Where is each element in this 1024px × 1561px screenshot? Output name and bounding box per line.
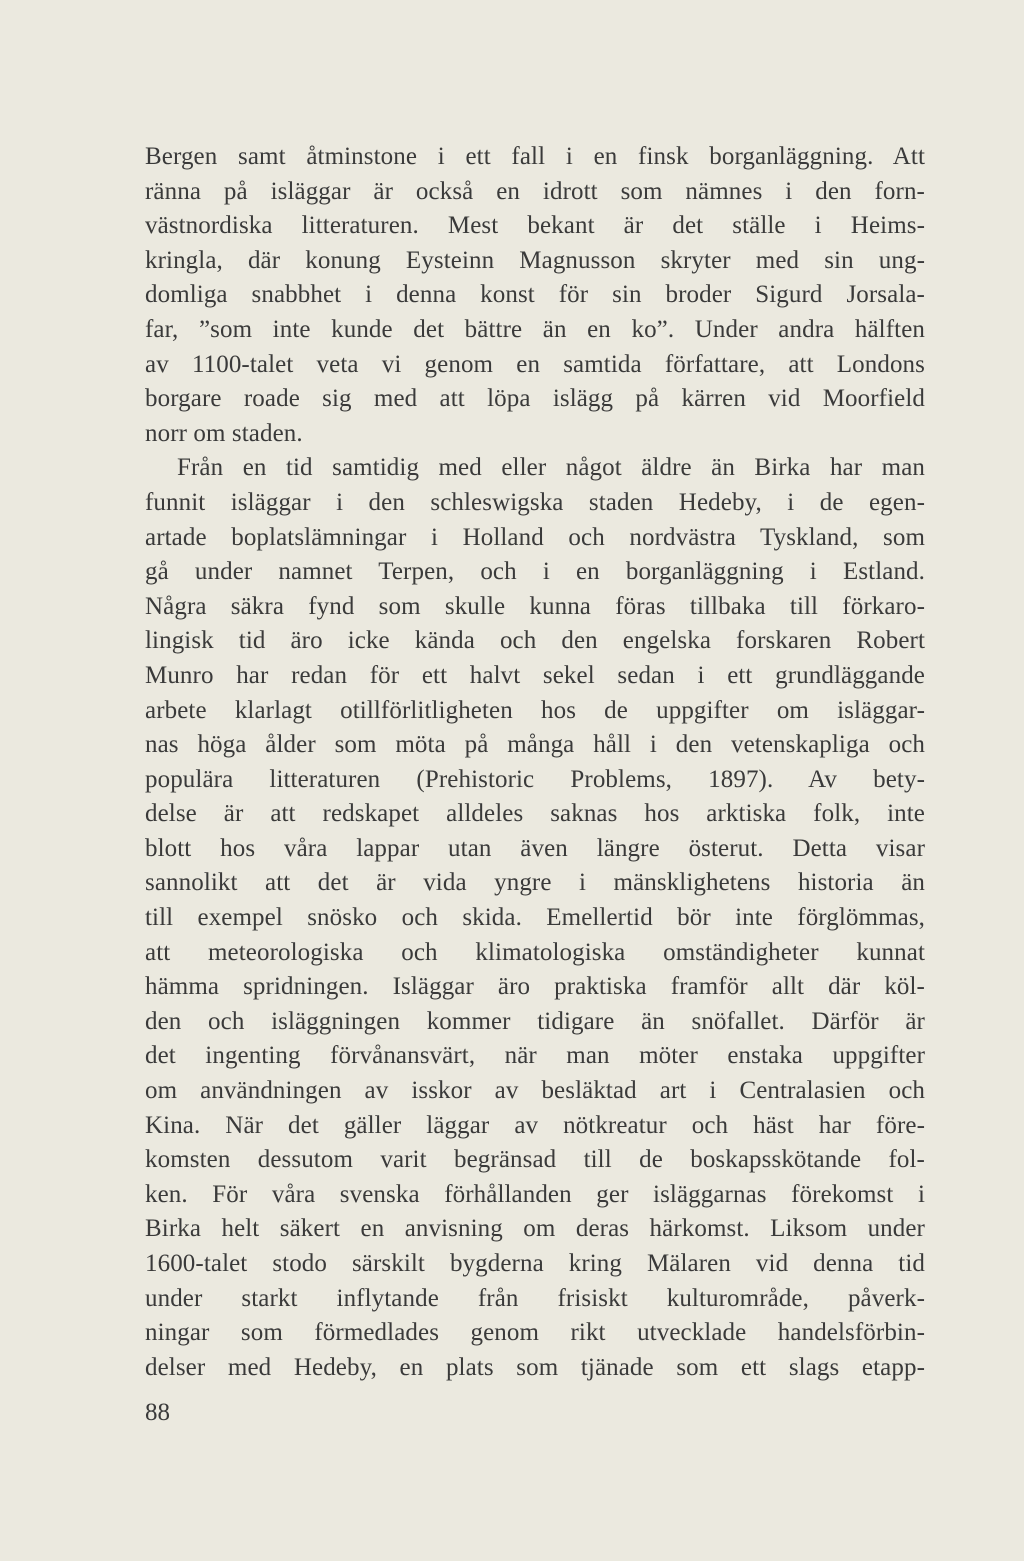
text-line: till exempel snösko och skida. Emellertid bör inte förglömmas, (145, 904, 925, 932)
text-line: hämma spridningen. Isläggar äro praktiska framför allt där köl- (145, 973, 925, 1001)
text-line: Bergen samt åtminstone i ett fall i en finsk borganläggning. Att (145, 143, 925, 170)
text-line: 1600-talet stodo särskilt bygderna kring Mälaren vid denna tid (145, 1250, 925, 1277)
text-line: blott hos våra lappar utan även längre österut. Detta visar (145, 834, 925, 862)
text-line: populära litteraturen (Prehistoric Problems, 1897). Av bety- (145, 765, 925, 793)
text-line: västnordiska litteraturen. Mest bekant är det ställe i Heims- (145, 212, 925, 240)
text-line: Några säkra fynd som skulle kunna föras tillbaka till förkaro- (145, 592, 925, 620)
text-line: det ingenting förvånansvärt, när man möter enstaka uppgifter (145, 1042, 925, 1070)
text-line: den och isläggningen kommer tidigare än snöfallet. Därför är (145, 1007, 925, 1035)
text-line: kringla, där konung Eysteinn Magnusson skryter med sin ung- (145, 246, 925, 274)
text-line: Birka helt säkert en anvisning om deras härkomst. Liksom under (145, 1215, 925, 1243)
text-line: borgare roade sig med att löpa islägg på kärren vid Moorfield (145, 385, 925, 413)
text-line: lingisk tid äro icke kända och den engelska forskaren Robert (145, 627, 925, 655)
text-line: funnit isläggar i den schleswigska staden Hedeby, i de egen- (145, 488, 925, 516)
text-line: att meteorologiska och klimatologiska omständigheter kunnat (145, 938, 925, 966)
text-line: ningar som förmedlades genom rikt utvecklade handelsförbin- (145, 1319, 925, 1347)
page-number: 88 (145, 1399, 170, 1426)
text-line: Munro har redan för ett halvt sekel sedan i ett grundläggande (145, 661, 925, 689)
text-line: nas höga ålder som möta på många håll i den vetenskapliga och (145, 731, 925, 759)
text-line: sannolikt att det är vida yngre i mänsklighetens historia än (145, 869, 925, 897)
text-line: om användningen av isskor av besläktad art i Centralasien och (145, 1077, 925, 1105)
text-line: ken. För våra svenska förhållanden ger isläggarnas förekomst i (145, 1180, 925, 1208)
text-line: delse är att redskapet alldeles saknas hos arktiska folk, inte (145, 800, 925, 828)
text-line: domliga snabbhet i denna konst för sin broder Sigurd Jorsala- (145, 281, 925, 309)
text-line: av 1100-talet veta vi genom en samtida författare, att Londons (145, 350, 925, 378)
paragraph (145, 140, 925, 451)
body-text (145, 140, 925, 1385)
text-line: komsten dessutom varit begränsad till de boskapsskötande fol- (145, 1146, 925, 1174)
text-line: arbete klarlagt otillförlitligheten hos de uppgifter om isläggar- (145, 696, 925, 724)
text-line: ränna på isläggar är också en idrott som nämnes i den forn- (145, 177, 925, 205)
text-line: artade boplatslämningar i Holland och nordvästra Tyskland, som (145, 523, 925, 551)
text-line: norr om staden. (145, 419, 303, 447)
text-line: far, ”som inte kunde det bättre än en ko”. Under andra hälften (145, 315, 925, 343)
text-line: gå under namnet Terpen, och i en borganläggning i Estland. (145, 558, 925, 586)
text-line: under starkt inflytande från frisiskt kulturområde, påverk- (145, 1284, 925, 1312)
text-line: delser med Hedeby, en plats som tjänade som ett slags etapp- (145, 1353, 925, 1381)
text-line: Kina. När det gäller läggar av nötkreatur och häst har före- (145, 1111, 925, 1139)
text-line: Från en tid samtidig med eller något äldre än Birka har man (177, 454, 925, 482)
paragraph (145, 451, 925, 1385)
